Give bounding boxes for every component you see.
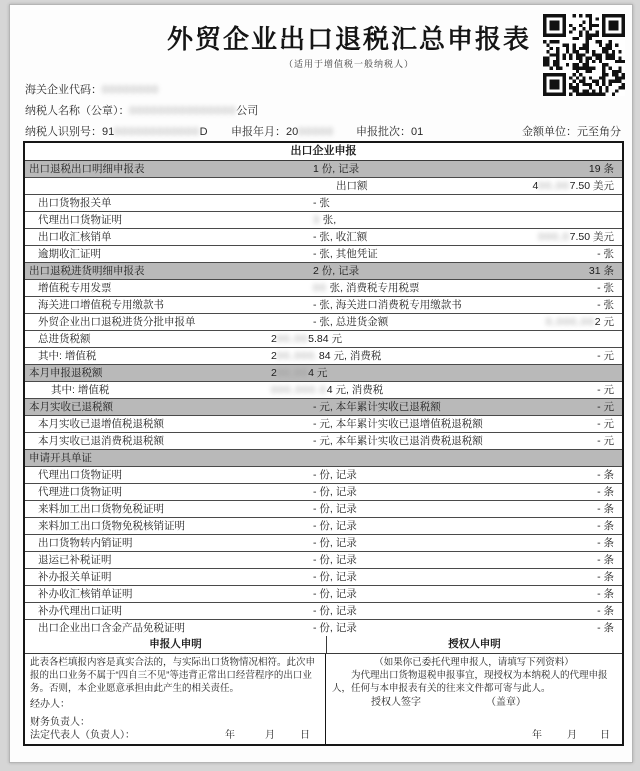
value-text: - 条 (597, 503, 614, 515)
value-text: 4 (532, 180, 539, 192)
row-label: 其中: 增值税 (51, 384, 110, 396)
table-row (25, 280, 622, 297)
row-middle-value (313, 399, 441, 415)
row-label: 外贸企业出口退税进货分批申报单 (38, 316, 196, 328)
batch-label: 申报批次： (356, 126, 411, 138)
table-row (25, 314, 622, 331)
value-text: - 份, 记录 (313, 571, 357, 583)
row-right-value (597, 416, 614, 432)
row-right-value (597, 484, 614, 500)
row-middle-value (313, 467, 357, 483)
redacted-value: 00,00 (276, 367, 309, 379)
operator-label: 经办人： (30, 699, 70, 710)
period-field (231, 123, 334, 139)
authorizer-statement-text: 为代理出口货物退税申报事宜，现授权为本纳税人的代理申报人，任何与本申报表有关的往来文件都可寄与此人。 (332, 670, 608, 694)
table-row (25, 263, 622, 280)
row-right-value (597, 603, 614, 619)
redacted-value: 00 (313, 282, 327, 294)
authorizer-statement-title: 授权人申明 (448, 638, 501, 650)
table-row (25, 382, 622, 399)
table-row (25, 484, 622, 501)
row-label: 补办报关单证明 (38, 571, 112, 583)
tax-id-field (25, 123, 208, 139)
value-text: - 条 (597, 537, 614, 549)
document-page (9, 4, 633, 763)
value-text: 2 元 (594, 316, 614, 328)
row-middle-value (271, 348, 381, 364)
row-middle-value (336, 178, 368, 194)
period-prefix: 20 (286, 126, 299, 138)
value-text: - 条 (597, 622, 614, 634)
redacted-value: 000,0 (538, 231, 570, 243)
value-text: 7.50 美元 (569, 231, 614, 243)
row-middle-value (313, 229, 367, 245)
period-label: 申报年月： (231, 126, 286, 138)
taxpayer-name-label: 纳税人名称（公章）： (25, 105, 130, 117)
table-row (25, 365, 622, 382)
row-right-value (597, 382, 614, 398)
declarant-statement-box (25, 654, 326, 744)
value-text: - 条 (597, 605, 614, 617)
redacted-value: 00,00 (276, 333, 309, 345)
row-label: 总进货税额 (38, 333, 91, 345)
table-row (25, 450, 622, 467)
row-label: 本月实收已退税额 (29, 401, 113, 413)
table-row (25, 416, 622, 433)
right-date-year-label: 年 (532, 730, 542, 741)
row-middle-value (313, 161, 359, 177)
value-text: - 份, 记录 (313, 622, 357, 634)
row-middle-value (313, 586, 357, 602)
table-row (25, 518, 622, 535)
value-text: - 条 (597, 588, 614, 600)
table-row (25, 569, 622, 586)
value-text: 2 (271, 367, 277, 379)
row-middle-value (313, 280, 419, 296)
table-row (25, 603, 622, 620)
value-text: 4 元, 消费税 (326, 384, 384, 396)
value-text: 84 元, 消费税 (318, 350, 382, 362)
row-right-value (597, 620, 614, 636)
taxpayer-name-value-redacted: 000000000000000 (129, 105, 237, 117)
value-text: - 条 (597, 554, 614, 566)
row-right-value (597, 552, 614, 568)
tax-id-redacted: 000000000000 (114, 126, 200, 138)
value-text: - 份, 记录 (313, 554, 357, 566)
row-right-value (546, 314, 614, 330)
row-middle-value (271, 382, 383, 398)
declaration-table (23, 141, 624, 746)
declaration-body (25, 654, 622, 744)
batch-field (356, 123, 423, 139)
table-row (25, 348, 622, 365)
batch-value: 01 (411, 126, 424, 138)
row-right-value (597, 297, 614, 313)
row-right-value (538, 229, 614, 245)
value-text: 31 条 (588, 265, 614, 277)
table-row (25, 433, 622, 450)
row-label: 代理进口货物证明 (38, 486, 122, 498)
value-text: 2 份, 记录 (313, 265, 360, 277)
left-date-year-label: 年 (225, 730, 235, 741)
value-text: - 张 (313, 197, 330, 209)
row-label: 出口企业出口含金产品免税证明 (38, 622, 185, 634)
row-middle-value (313, 297, 462, 313)
row-label: 出口退税进货明细申报表 (29, 265, 145, 277)
redacted-value: 00,000. (276, 350, 319, 362)
value-text: 4 元 (308, 367, 328, 379)
row-middle-value (313, 195, 330, 211)
table-rows (25, 161, 622, 636)
row-middle-value (313, 484, 357, 500)
row-middle-value (313, 246, 378, 262)
taxpayer-name-suffix: 公司 (236, 105, 259, 117)
value-text: - 张, 收汇额 (313, 231, 368, 243)
value-text: 2 (271, 333, 277, 345)
table-row (25, 161, 622, 178)
value-text: - 份, 记录 (313, 469, 357, 481)
tax-id-label: 纳税人识别号： (25, 126, 102, 138)
row-label: 本月实收已退增值税退税额 (38, 418, 164, 430)
table-row (25, 246, 622, 263)
table-row (25, 297, 622, 314)
right-date-month-label: 月 (567, 730, 577, 741)
value-text: - 元, 本年累计实收已退增值税退税额 (313, 418, 483, 430)
row-label: 本月申报退税额 (29, 367, 103, 379)
row-label: 代理出口货物证明 (38, 469, 122, 481)
row-right-value (597, 348, 614, 364)
unit-field (522, 123, 621, 139)
value-text: - 份, 记录 (313, 588, 357, 600)
row-label: 来料加工出口货物免税核销证明 (38, 520, 185, 532)
value-text: 张, (319, 214, 337, 226)
value-text: - 张 (597, 282, 614, 294)
form-subtitle: （适用于增值税一般纳税人） (283, 59, 414, 69)
finance-officer-label: 财务负责人： (30, 717, 90, 728)
row-label: 海关进口增值税专用缴款书 (38, 299, 164, 311)
row-middle-value (313, 603, 357, 619)
table-row (25, 229, 622, 246)
value-text: 出口额 (336, 180, 368, 192)
row-middle-value (313, 518, 357, 534)
left-date-day-label: 日 (300, 730, 310, 741)
declarant-statement-title: 申报人申明 (25, 636, 327, 653)
row-middle-value (271, 331, 342, 347)
left-date-month-label: 月 (265, 730, 275, 741)
value-text: - 张, 总进货金额 (313, 316, 389, 328)
redacted-value: 3 (313, 214, 320, 226)
row-right-value (597, 586, 614, 602)
row-right-value (589, 263, 614, 279)
table-row (25, 195, 622, 212)
table-section-title: 出口企业申报 (25, 143, 622, 161)
table-row (25, 586, 622, 603)
value-text: - 份, 记录 (313, 503, 357, 515)
customs-code-field (25, 81, 159, 97)
period-redacted: 00000 (298, 126, 334, 138)
redacted-value: 0,000,00 (545, 316, 595, 328)
value-text: - 张 (597, 248, 614, 260)
legal-representative-label: 法定代表人（负责人）： (30, 730, 135, 741)
value-text: 张, 消费税专用税票 (326, 282, 420, 294)
row-label: 退运已补税证明 (38, 554, 112, 566)
value-text: - 条 (597, 571, 614, 583)
row-right-value (597, 280, 614, 296)
taxpayer-name-field (25, 102, 258, 118)
row-label: 出口收汇核销单 (38, 231, 112, 243)
value-text: - 张, 其他凭证 (313, 248, 378, 260)
table-row (25, 178, 622, 195)
row-label: 代理出口货物证明 (38, 214, 122, 226)
row-right-value (597, 518, 614, 534)
row-label: 申请开具单证 (29, 452, 92, 464)
row-middle-value (313, 263, 359, 279)
row-right-value (597, 399, 614, 415)
table-row (25, 212, 622, 229)
value-text: 5.84 元 (308, 333, 342, 345)
value-text: - 份, 记录 (313, 486, 357, 498)
row-label: 出口货物报关单 (38, 197, 112, 209)
row-right-value (589, 161, 614, 177)
table-row (25, 467, 622, 484)
row-middle-value (313, 620, 357, 636)
row-middle-value (313, 535, 357, 551)
row-right-value (597, 433, 614, 449)
value-text: - 元 (597, 350, 614, 362)
row-middle-value (313, 433, 483, 449)
value-text: - 张, 海关进口消费税专用缴款书 (313, 299, 462, 311)
value-text: - 条 (597, 520, 614, 532)
value-text: - 份, 记录 (313, 605, 357, 617)
row-label: 出口退税出口明细申报表 (29, 163, 145, 175)
seal-label: （盖章） (486, 697, 526, 708)
tax-id-suffix: D (199, 126, 208, 138)
table-row (25, 399, 622, 416)
table-row (25, 331, 622, 348)
value-text: - 元 (597, 418, 614, 430)
row-right-value (597, 467, 614, 483)
table-row (25, 620, 622, 636)
value-text: 19 条 (588, 163, 614, 175)
row-right-value (597, 246, 614, 262)
declarant-statement-text: 此表各栏填报内容是真实合法的，与实际出口货物情况相符。此次申报的出口业务不属于“四自三不见”等违背正常出口经营程序的出口业务。否则，本企业愿意承担由此产生的相关责任。 (30, 657, 316, 694)
row-middle-value (313, 552, 357, 568)
value-text: - 份, 记录 (313, 520, 357, 532)
value-text: - 条 (597, 469, 614, 481)
row-label: 补办收汇核销单证明 (38, 588, 133, 600)
row-middle-value (313, 212, 336, 228)
value-text: - 份, 记录 (313, 537, 357, 549)
table-row (25, 501, 622, 518)
row-right-value (597, 501, 614, 517)
table-row (25, 552, 622, 569)
value-text: - 元, 本年累计实收已退消费税退税额 (313, 435, 483, 447)
row-label: 增值税专用发票 (38, 282, 112, 294)
row-middle-value (271, 365, 327, 381)
value-text: - 张 (597, 299, 614, 311)
unit-label: 金额单位： (522, 126, 577, 138)
value-text: - 条 (597, 486, 614, 498)
declaration-header-row (25, 636, 622, 654)
authorizer-statement-box (326, 654, 622, 744)
redacted-value: 000,000.0 (271, 384, 327, 396)
value-text: 7.50 美元 (569, 180, 614, 192)
value-text: - 元 (597, 384, 614, 396)
row-label: 来料加工出口货物免税证明 (38, 503, 164, 515)
row-middle-value (313, 416, 483, 432)
customs-code-label: 海关企业代码： (25, 84, 102, 96)
row-right-value (597, 569, 614, 585)
form-title: 外贸企业出口退税汇总申报表 (166, 24, 531, 54)
authorizer-signature-label: 授权人签字 (371, 697, 421, 708)
right-date-day-label: 日 (600, 730, 610, 741)
row-label: 本月实收已退消费税退税额 (38, 435, 164, 447)
row-middle-value (313, 501, 357, 517)
row-middle-value (313, 314, 388, 330)
row-label: 其中: 增值税 (38, 350, 97, 362)
qr-code-icon (543, 14, 625, 96)
redacted-value: 00,00 (538, 180, 570, 192)
row-label: 逾期收汇证明 (38, 248, 101, 260)
row-middle-value (313, 569, 357, 585)
customs-code-value-redacted: 00000000 (102, 84, 159, 96)
value-text: - 元 (597, 401, 614, 413)
value-text: - 元, 本年累计实收已退税额 (313, 401, 441, 413)
table-row (25, 535, 622, 552)
tax-id-prefix: 91 (102, 126, 115, 138)
row-right-value (533, 178, 614, 194)
unit-value: 元至角分 (577, 126, 621, 138)
row-right-value (597, 535, 614, 551)
row-label: 补办代理出口证明 (38, 605, 122, 617)
value-text: - 元 (597, 435, 614, 447)
value-text: 1 份, 记录 (313, 163, 360, 175)
authorizer-note: （如果你已委托代理申报人，请填写下列资料） (374, 657, 574, 668)
value-text: 2 (271, 350, 277, 362)
row-label: 出口货物转内销证明 (38, 537, 133, 549)
